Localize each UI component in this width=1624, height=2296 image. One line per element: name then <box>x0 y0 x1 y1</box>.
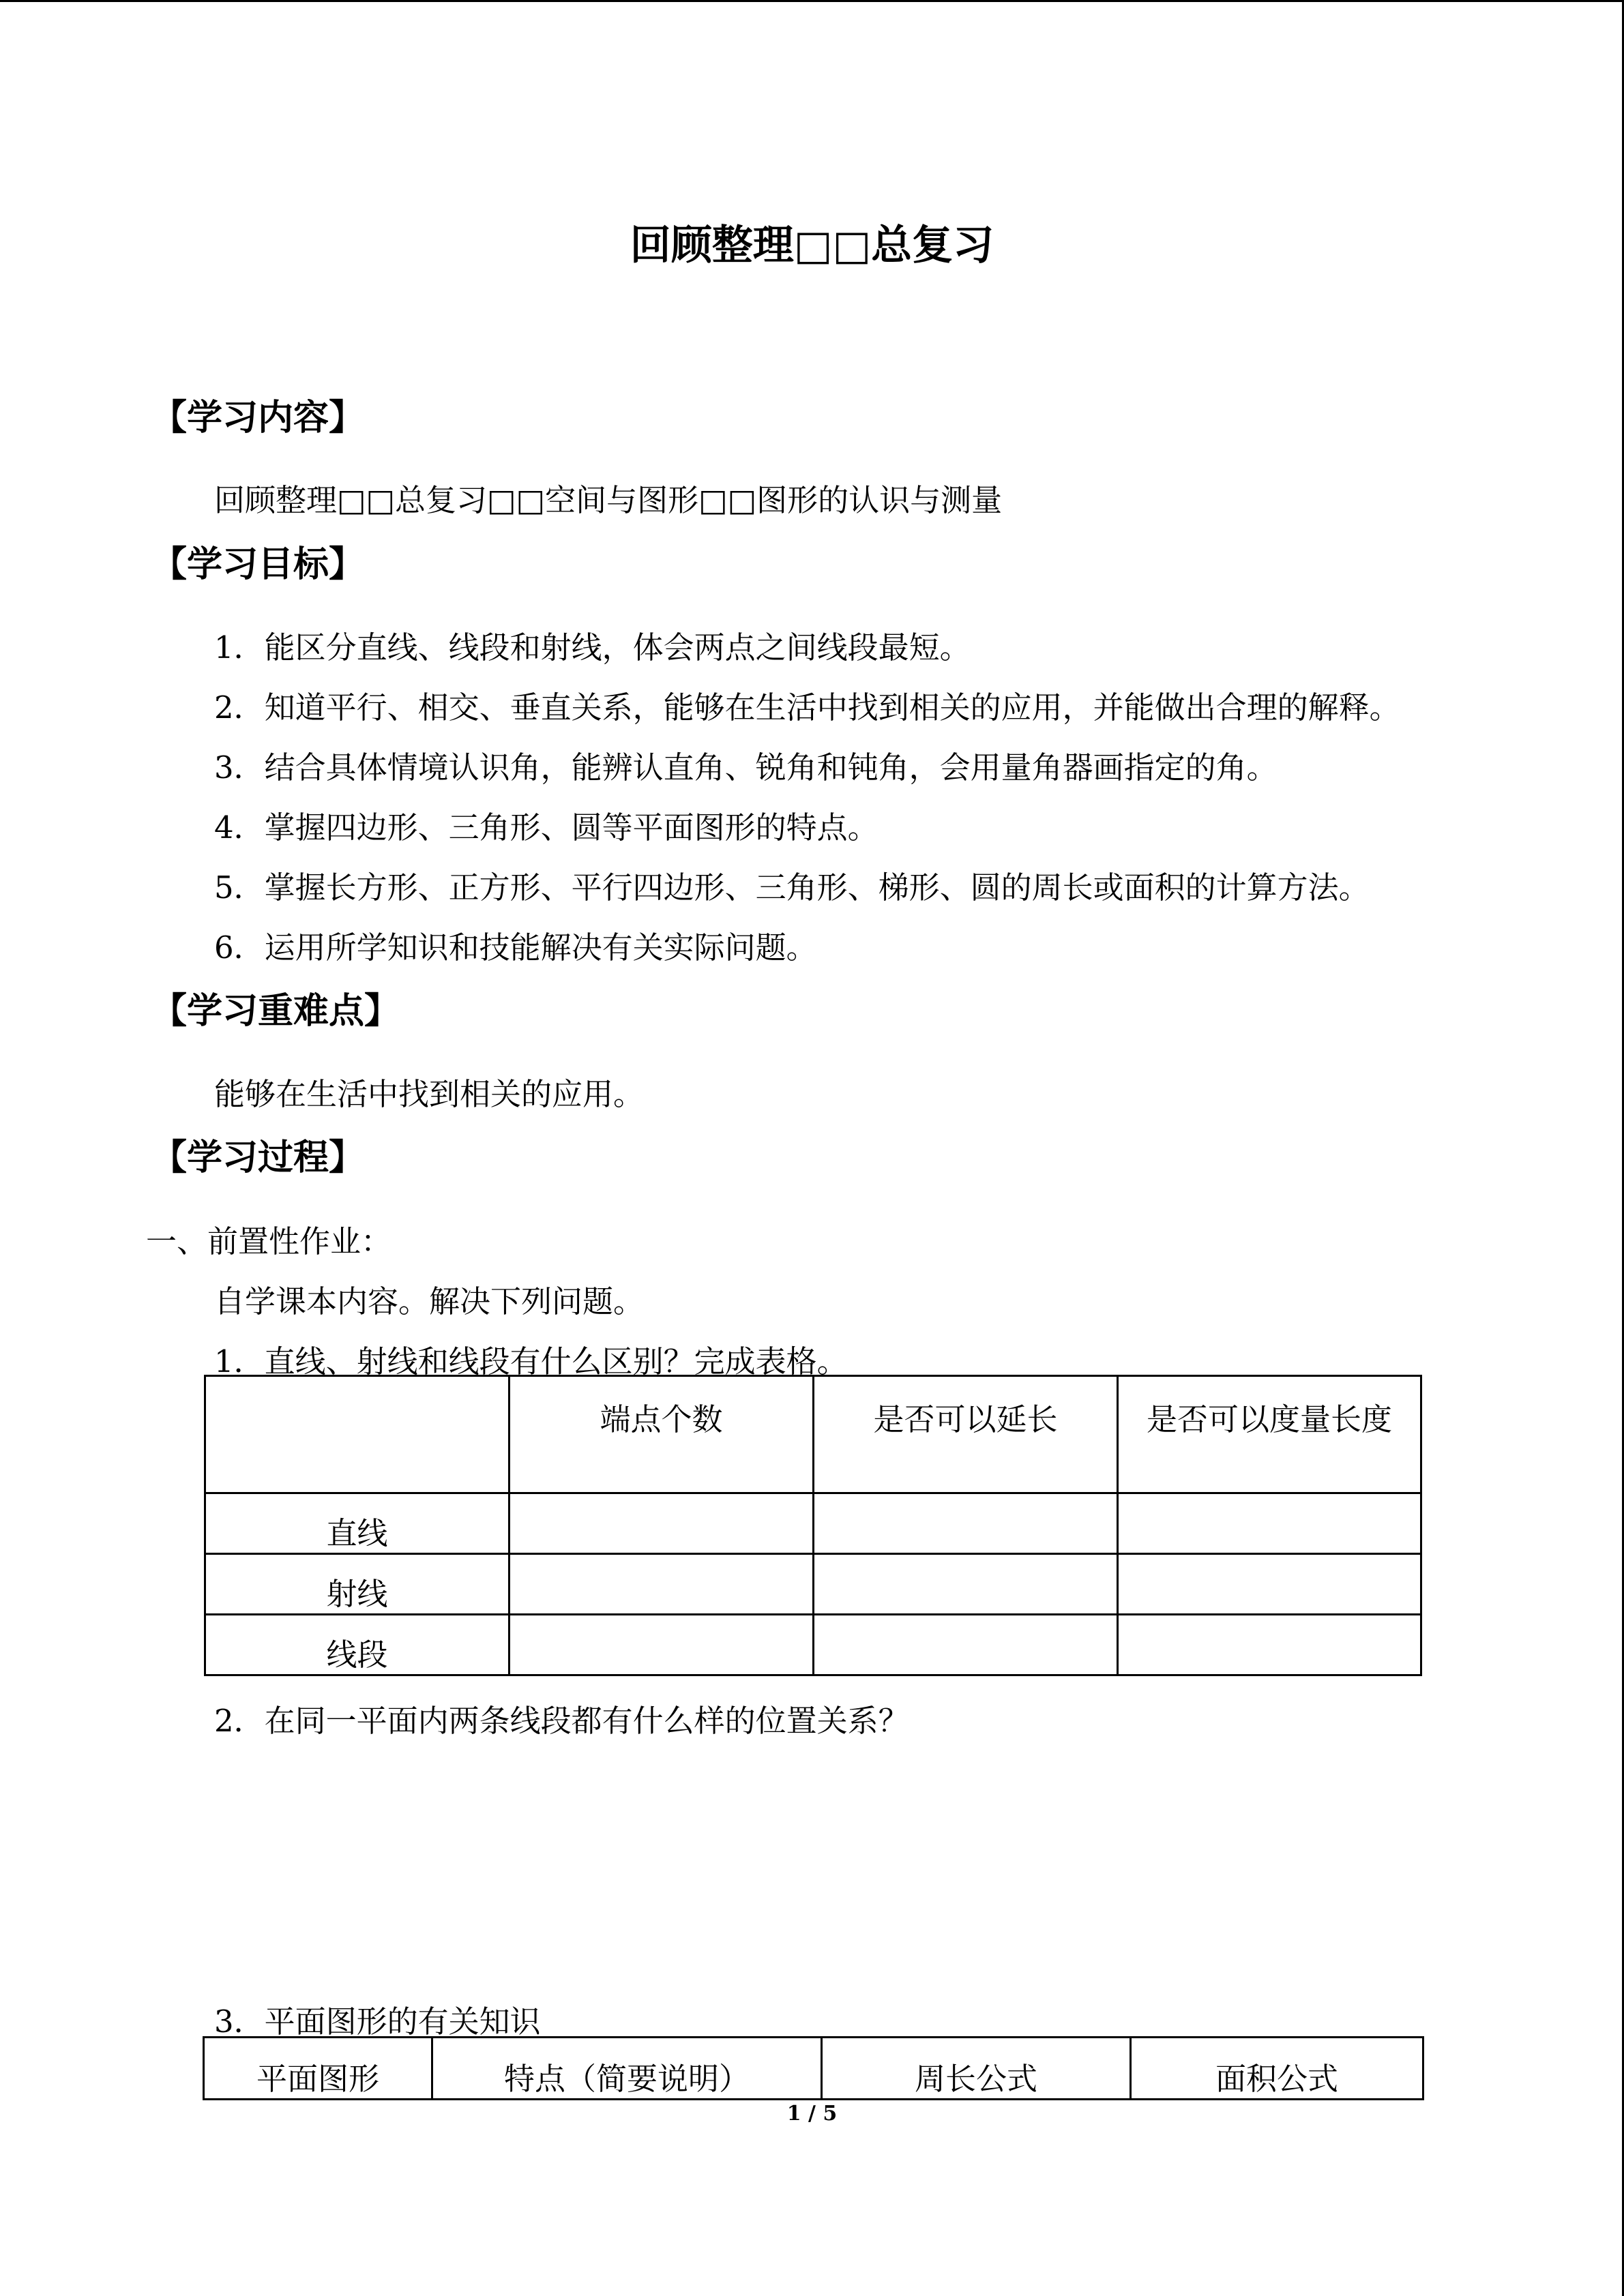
table1-row-label-segment: 线段 <box>205 1615 510 1675</box>
heading-goals: 【学习目标】 <box>151 544 365 585</box>
goal-item-3: 3．结合具体情境认识角，能辨认直角、锐角和钝角，会用量角器画指定的角。 <box>214 749 1278 786</box>
table2-header-figure: 平面图形 <box>204 2038 432 2100</box>
goal-item-4: 4．掌握四边形、三角形、圆等平面图形的特点。 <box>214 809 879 846</box>
question-2: 2．在同一平面内两条线段都有什么样的位置关系？ <box>214 1703 909 1739</box>
heading-process: 【学习过程】 <box>151 1137 365 1178</box>
table1-row-label-line: 直线 <box>205 1493 510 1554</box>
goal-item-2: 2．知道平行、相交、垂直关系，能够在生活中找到相关的应用，并能做出合理的解释。 <box>214 689 1400 726</box>
heading-content: 【学习内容】 <box>151 398 365 438</box>
heading-difficulty: 【学习重难点】 <box>151 991 400 1032</box>
table1-cell[interactable] <box>510 1615 814 1675</box>
table1-header-endpoints: 端点个数 <box>510 1376 814 1493</box>
table1-cell[interactable] <box>1118 1554 1421 1615</box>
table2-header-perimeter: 周长公式 <box>822 2038 1131 2100</box>
table-row <box>205 1493 1421 1554</box>
page-number: 1 / 5 <box>786 2102 838 2126</box>
table2-header-area: 面积公式 <box>1131 2038 1423 2100</box>
goal-item-5: 5．掌握长方形、正方形、平行四边形、三角形、梯形、圆的周长或面积的计算方法。 <box>214 869 1370 906</box>
part1-label: 一、前置性作业： <box>146 1223 392 1259</box>
table1-cell[interactable] <box>814 1615 1118 1675</box>
page-border-top <box>0 0 1624 2</box>
page-title: 回顾整理□□总复习 <box>630 222 994 269</box>
question-3: 3．平面图形的有关知识 <box>214 2003 541 2040</box>
goal-item-1: 1．能区分直线、线段和射线，体会两点之间线段最短。 <box>214 629 971 666</box>
content-text: 回顾整理□□总复习□□空间与图形□□图形的认识与测量 <box>214 482 1003 518</box>
table1-cell[interactable] <box>814 1493 1118 1554</box>
table1-cell[interactable] <box>814 1554 1118 1615</box>
question-1: 1．直线、射线和线段有什么区别？完成表格。 <box>214 1343 848 1380</box>
table-row <box>205 1554 1421 1615</box>
plane-figure-table <box>203 2036 1424 2100</box>
table-row <box>205 1615 1421 1675</box>
table1-header-empty <box>205 1376 510 1493</box>
intro-text: 自学课本内容。解决下列问题。 <box>214 1283 645 1320</box>
table1-cell[interactable] <box>510 1554 814 1615</box>
table2-header-features: 特点（简要说明） <box>432 2038 822 2100</box>
goal-item-6: 6．运用所学知识和技能解决有关实际问题。 <box>214 929 817 966</box>
table1-cell[interactable] <box>510 1493 814 1554</box>
difficulty-text: 能够在生活中找到相关的应用。 <box>214 1076 645 1112</box>
table1-cell[interactable] <box>1118 1615 1421 1675</box>
table1-header-extendable: 是否可以延长 <box>814 1376 1118 1493</box>
table1-header-measurable: 是否可以度量长度 <box>1118 1376 1421 1493</box>
table1-row-label-ray: 射线 <box>205 1554 510 1615</box>
line-comparison-table <box>204 1375 1422 1676</box>
table1-cell[interactable] <box>1118 1493 1421 1554</box>
